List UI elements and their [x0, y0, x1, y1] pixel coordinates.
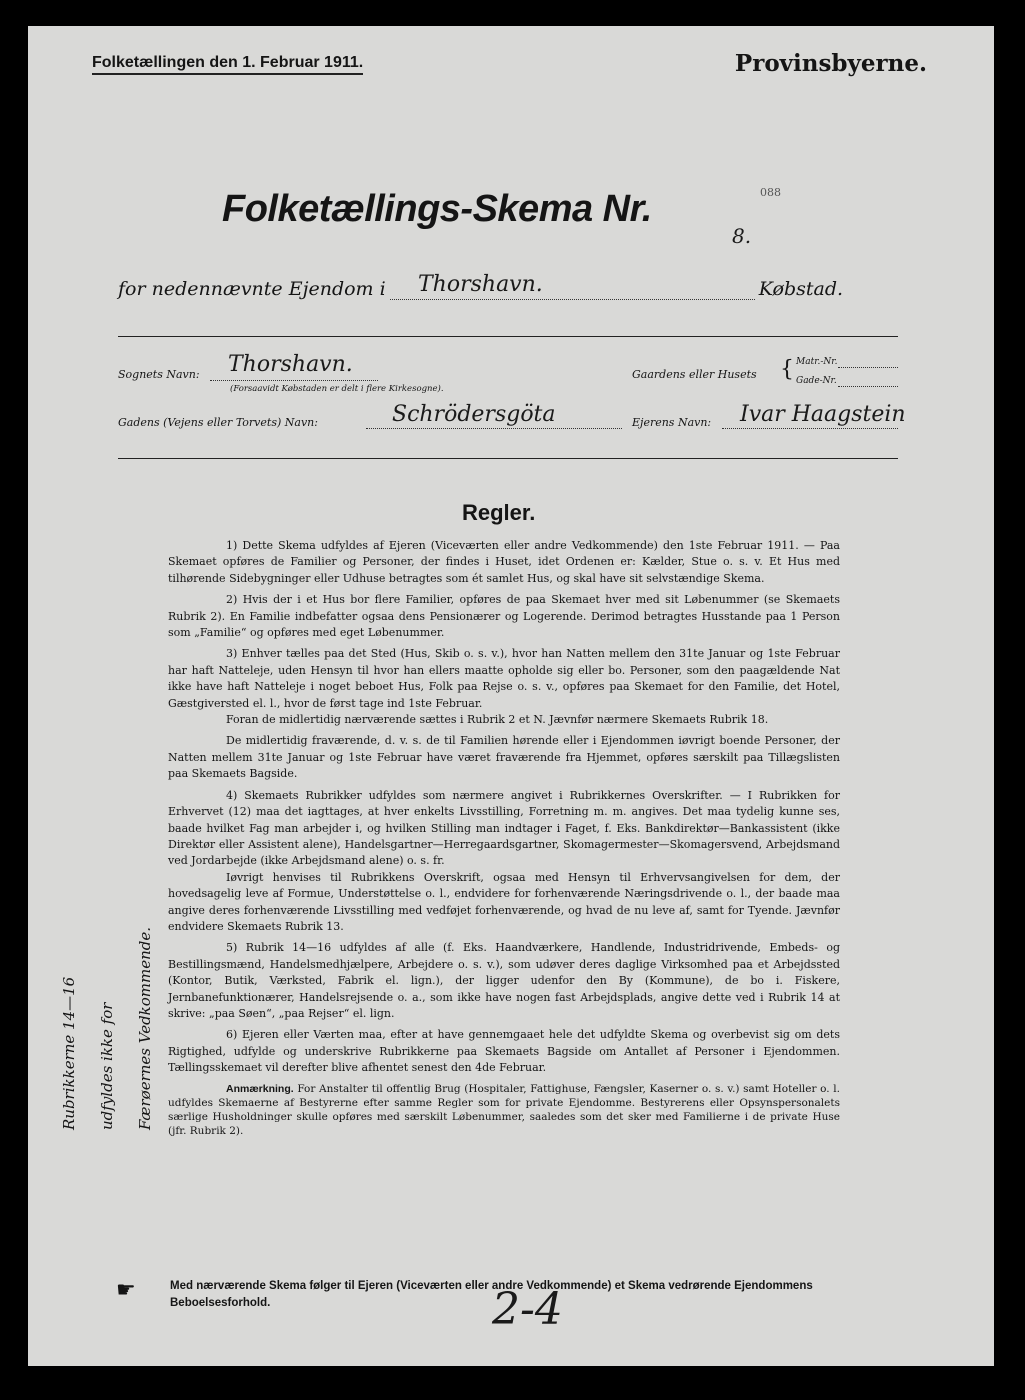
page-title: Folketællings-Skema Nr.	[222, 188, 652, 230]
rule-paragraph: Foran de midlertidig nærværende sættes i Rubrik 2 et N. Jævnfør nærmere Skemaets Rubrik 18.	[226, 713, 769, 727]
rule-paragraph: 6) Ejeren eller Værten maa, efter at have gennemgaaet hele det udfyldte Skema og overbevist sig om dets Rigtighed, udfylde og underskrive Rubrikkerne paa Skemaets Bagside om Antallet af Personer i Ejendommen. Tællingsskemaet vil derefter blive afhentet senest den 4de Februar.	[168, 1028, 840, 1075]
brace-icon: {	[780, 357, 794, 382]
rules-heading: Regler.	[462, 500, 536, 525]
side-note	[50, 927, 164, 1130]
divider-bottom	[118, 458, 898, 459]
matr-label: Matr.-Nr.	[796, 357, 838, 367]
owner-line	[722, 428, 898, 429]
parish-label: Sognets Navn:	[118, 368, 200, 381]
schema-number: 8.	[732, 224, 752, 248]
rules-body	[168, 538, 840, 1143]
rule-paragraph: De midlertidig fraværende, d. v. s. de til Familien hørende eller i Ejendommen iøvrigt boende Personer, der Natten mellem 31te Januar og 1ste Februar have været fraværende fra Hjemmet, opføres særskilt paa Tillægslisten paa Skemaets Bagside.	[168, 734, 840, 781]
matr-line	[838, 367, 898, 368]
remark-label: Anmærkning.	[226, 1082, 294, 1095]
owner-value: Ivar Haagstein	[740, 402, 906, 427]
street-number-label: Gade-Nr.	[796, 376, 837, 386]
stamp-number: 088	[760, 186, 781, 199]
rule-paragraph: 2) Hvis der i et Hus bor flere Familier, opføres de paa Skemaet hver med sit Løbenummer (se Skemaets Rubrik 2). En Familie indbefatter ogsaa dens Pensionærer og Logerende. Derimod betragtes Husstande paa 1 Person som „Familie“ og opføres med eget Løbenummer.	[168, 593, 840, 640]
town-line	[390, 299, 755, 300]
rule-paragraph: 3) Enhver tælles paa det Sted (Hus, Skib o. s. v.), hvor han Natten mellem den 31te Januar og 1ste Februar har haft Natteleje, uden Hensyn til hvor han ellers maatte opholde sig eller bo. Personer, som den paagældende Nat ikke have haft Natteleje i noget beboet Hus, Folk paa Rejse o. s. v., opføres paa Skemaet for den Familie, det Hotel, Gæstgiversted el. l., hvor de først tage ind 1ste Februar.	[168, 647, 840, 710]
footer-note: Med nærværende Skema følger til Ejeren (Viceværten eller andre Vedkommende) et Skema vedrørende Ejendommens Beboelsesforhold.	[170, 1280, 813, 1309]
rule-paragraph: 5) Rubrik 14—16 udfyldes af alle (f. Eks. Haandværkere, Handlende, Industridrivende, Embeds- og Bestillingsmænd, Handelsmedhjælpere, Arbejdere o. s. v.), som udøver deres daglige Virksomhed paa et Arbejdssted (Kontor, Butik, Værksted, Fabrik el. lign.), der ligger udenfor den By (Kommune), de bo i. Fiskere, Jernbanefunktionærer, Handelsrejsende o. a., som ikke have nogen fast Arbejdsplads, angive dette ved i Rubrik 14 at skrive: „paa Søen“, „paa Rejser“ el. lign.	[168, 941, 840, 1020]
street-label: Gadens (Vejens eller Torvets) Navn:	[118, 416, 318, 429]
pointing-hand-icon: ☛	[116, 1278, 136, 1303]
remark-text: For Anstalter til offentlig Brug (Hospitaler, Fattighuse, Fængsler, Kaserner o. s. v.) samt Hoteller o. l. udfyldes Skemaerne af Bestyrerne efter samme Regler som for private Ejendomme. Bestyrerens eller Opsynspersonalets særlige Husholdninger skulle opføres med særskilt Løbenummer, saaledes som det sker med Familierne i de private Huse (jfr. Rubrik 2).	[168, 1082, 841, 1137]
side-note-line: Færøernes Vedkommende.	[136, 926, 154, 1130]
handwritten-number: 2-4	[492, 1284, 563, 1335]
remark-paragraph	[168, 1082, 840, 1138]
census-date-header: Folketællingen den 1. Februar 1911.	[92, 54, 363, 75]
subtitle-line	[118, 272, 844, 300]
rule-paragraph: 1) Dette Skema udfyldes af Ejeren (Viceværten eller andre Vedkommende) den 1ste Februar 1911. — Paa Skemaet opføres de Familier og Personer, der findes i Huset, idet Ordenen er: Kælder, Stue o. s. v. Et Hus med tilhørende Sidebygninger eller Udhuse betragtes som ét samlet Hus, og skal have sit selvstændige Skema.	[168, 539, 840, 585]
street-line	[366, 428, 622, 429]
region-header: Provinsbyerne.	[734, 50, 927, 77]
parish-line	[210, 380, 378, 381]
parish-value: Thorshavn.	[228, 352, 353, 377]
rule-paragraph: Iøvrigt henvises til Rubrikkens Overskrift, ogsaa med Hensyn til Erhvervsangivelsen for dem, der hovedsagelig leve af Formue, Understøttelse o. l., endvidere for forhenværende Næringsdrivende o. l., der baade maa angive deres forhenværende Livsstilling med vedføjet forhenværende, og hvad de nu leve af, samt for Tyende. Jævnfør endvidere Skemaets Rubrik 13.	[168, 870, 840, 933]
side-note-line: udfyldes ikke for	[98, 1002, 116, 1130]
divider-top	[118, 336, 898, 337]
subtitle-suffix: Købstad.	[758, 278, 844, 300]
street-number-line	[838, 386, 898, 387]
property-label: Gaardens eller Husets	[632, 368, 757, 381]
subtitle-prefix: for nedennævnte Ejendom i	[118, 278, 386, 300]
owner-label: Ejerens Navn:	[632, 416, 712, 429]
parish-note: (Forsaavidt Købstaden er delt i flere Kirkesogne).	[230, 384, 444, 394]
street-value: Schrödersgöta	[392, 402, 556, 427]
rule-paragraph: 4) Skemaets Rubrikker udfyldes som nærmere angivet i Rubrikkernes Overskrifter. — I Rubrikken for Erhvervet (12) maa det iagttages, at hver enkelts Livsstilling, Forretning m. m. angives. Det maa tydelig kunne ses, baade hvilket Fag man arbejder i, og hvilken Stilling man indtager i Faget, f. Eks. Bankdirektør—Bankassistent (ikke Direktør eller Assistent alene), Handelsgartner—Herregaardsgartner, Skomagermester—Skomagersvend, Arbejdsmand ved Jordarbejde (ikke Arbejdsmand alene) o. s. fr.	[168, 788, 840, 868]
town-value: Thorshavn.	[418, 272, 543, 297]
side-note-line: Rubrikkerne 14—16	[60, 976, 78, 1130]
